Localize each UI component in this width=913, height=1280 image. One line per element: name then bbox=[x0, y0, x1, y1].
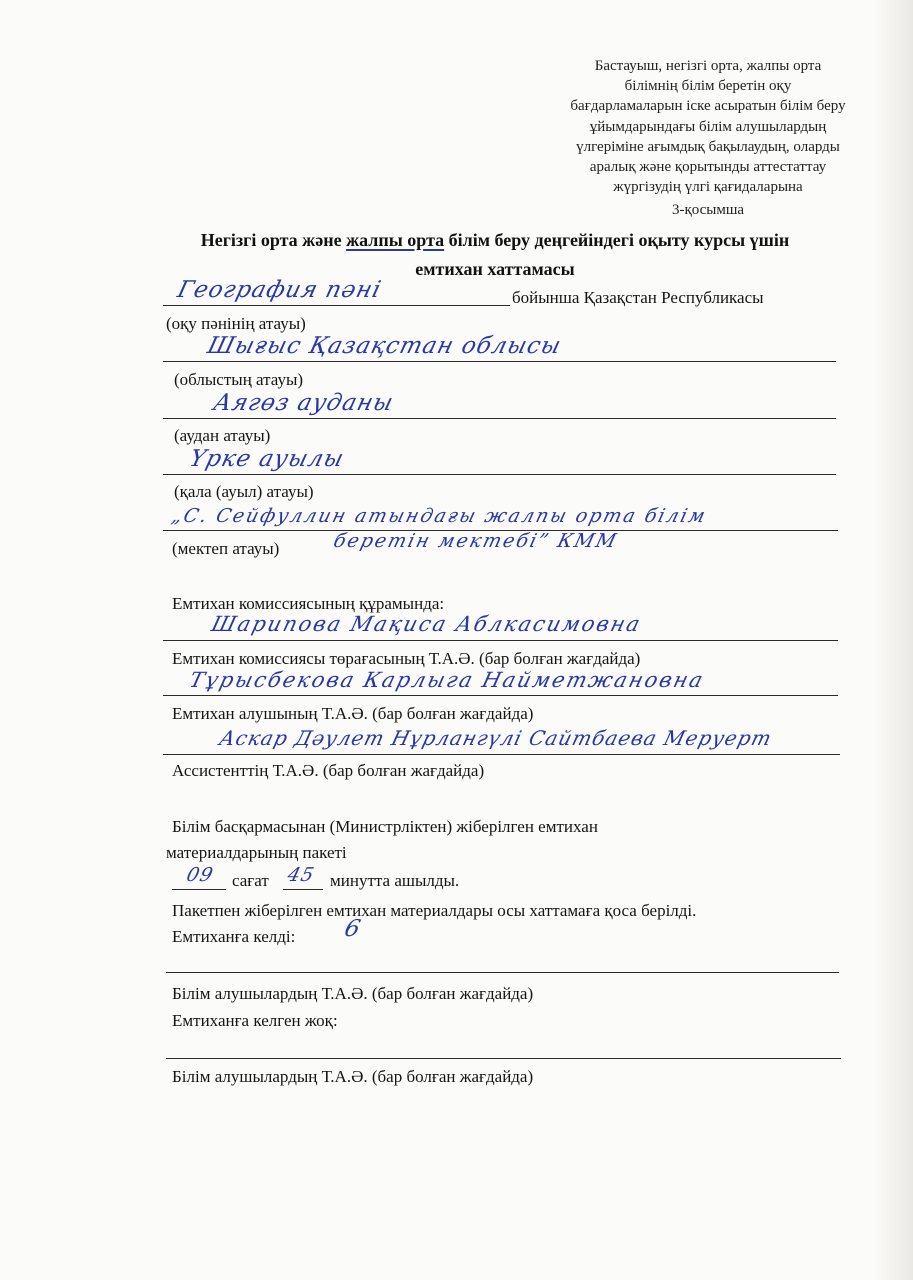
title-underlined-part: жалпы орта bbox=[346, 230, 445, 250]
package-minute-value: 45 bbox=[285, 864, 317, 886]
school-handwritten-line2: беретін мектебі” КММ bbox=[331, 530, 621, 552]
package-hour-value: 09 bbox=[184, 864, 216, 886]
present-rule bbox=[166, 972, 839, 973]
appendix-number: 3-қосымша bbox=[671, 202, 745, 219]
region-caption: (облыстың атауы) bbox=[174, 370, 304, 389]
school-handwritten-line1: „С. Сейфуллин атындағы жалпы орта білім bbox=[169, 505, 710, 527]
assistants-caption: Ассистенттің Т.А.Ә. (бар болған жағдайда) bbox=[172, 761, 485, 780]
subject-rule bbox=[163, 305, 510, 306]
commission-heading: Емтихан комиссиясының құрамында: bbox=[172, 594, 445, 613]
package-hour-label: сағат bbox=[232, 871, 269, 890]
assistants-rule bbox=[163, 754, 840, 755]
absent-caption: Білім алушылардың Т.А.Ә. (бар болған жағдайда) bbox=[172, 1067, 534, 1086]
present-label: Емтиханға келді: bbox=[172, 927, 296, 946]
paper-shadow bbox=[873, 0, 913, 1280]
subject-suffix: бойынша Қазақстан Республикасы bbox=[512, 288, 764, 307]
examiner-handwritten: Тұрысбекова Карлыга Найметжановна bbox=[187, 668, 708, 692]
village-handwritten: Үрке ауылы bbox=[186, 446, 347, 472]
title-part: білім беру деңгейіндегі оқыту курсы үшін bbox=[444, 230, 790, 250]
examiner-rule bbox=[163, 695, 838, 696]
absent-rule bbox=[166, 1058, 841, 1059]
title-part: Негізгі орта және bbox=[200, 230, 347, 250]
region-rule bbox=[163, 361, 836, 362]
hour-rule bbox=[172, 889, 226, 890]
document-title bbox=[110, 226, 880, 284]
package-attached: Пакетпен жіберілген емтихан материалдары осы хаттамаға қоса берілді. bbox=[172, 901, 697, 920]
region-handwritten: Шығыс Қазақстан облысы bbox=[204, 333, 565, 359]
school-caption: (мектеп атауы) bbox=[172, 539, 280, 558]
appendix-line: аралық және қорытынды аттестаттау bbox=[589, 159, 827, 176]
appendix-note bbox=[560, 56, 856, 221]
absent-label: Емтиханға келген жоқ: bbox=[172, 1011, 338, 1030]
district-rule bbox=[163, 418, 836, 419]
chair-rule bbox=[163, 640, 838, 641]
appendix-line: білімнің білім беретін оқу bbox=[624, 78, 792, 95]
district-handwritten: Аягөз ауданы bbox=[210, 390, 397, 416]
present-caption: Білім алушылардың Т.А.Ә. (бар болған жағдайда) bbox=[172, 984, 534, 1003]
subject-caption: (оқу пәнінің атауы) bbox=[166, 314, 306, 333]
examiner-caption: Емтихан алушының Т.А.Ә. (бар болған жағдайда) bbox=[172, 704, 534, 723]
package-line-1: Білім басқармасынан (Министрліктен) жіберілген емтихан bbox=[172, 817, 598, 836]
subject-handwritten: География пәні bbox=[174, 277, 385, 303]
appendix-line: Бастауыш, негізгі орта, жалпы орта bbox=[594, 58, 822, 74]
chair-handwritten: Шарипова Мақиса Аблкасимовна bbox=[209, 612, 645, 636]
title-line-2: емтихан хаттамасы bbox=[415, 259, 575, 279]
package-line-2: материалдарының пакеті bbox=[166, 843, 347, 862]
district-caption: (аудан атауы) bbox=[174, 426, 271, 445]
appendix-line: жүргізудің үлгі қағидаларына bbox=[613, 179, 803, 196]
appendix-line: ұйымдарындағы білім алушылардың bbox=[589, 118, 827, 135]
assistants-handwritten: Аскар Дәулет Нұрлангүлі Сайтбаева Меруерт bbox=[217, 726, 775, 750]
package-minute-label: минутта ашылды. bbox=[330, 871, 460, 890]
minute-rule bbox=[283, 889, 323, 890]
appendix-line: бағдарламаларын іске асыратын білім беру bbox=[570, 98, 846, 115]
present-count: 6 bbox=[341, 916, 364, 942]
village-rule bbox=[163, 474, 836, 475]
appendix-line: үлгеріміне ағымдық бақылаудың, оларды bbox=[576, 138, 840, 155]
chair-caption: Емтихан комиссиясы төрағасының Т.А.Ә. (бар болған жағдайда) bbox=[172, 649, 641, 668]
village-caption: (қала (ауыл) атауы) bbox=[174, 482, 314, 501]
